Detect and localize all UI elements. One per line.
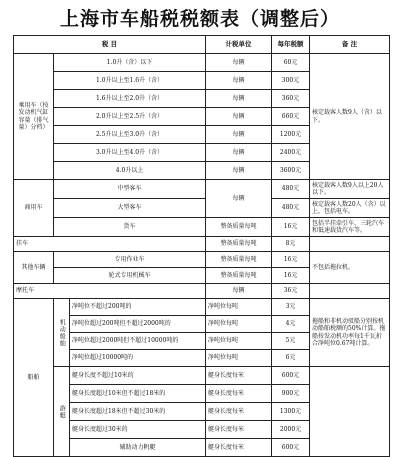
table-header-row [14,36,390,54]
row-label: 净吨位超过10000吨的 [70,350,206,367]
row-label: 轮式专用机械车 [54,268,206,284]
row-label: 1.6升以上至2.0升（含） [54,90,206,108]
row-label: 艇身长度超过30米的 [70,421,206,439]
header-amount: 每年税额 [272,36,310,54]
row-amount: 1200元 [272,126,310,144]
row-amount: 36元 [272,284,310,299]
table-row [14,237,390,252]
row-label: 2.5升以上至3.0升（含） [54,126,206,144]
row-label: 专用作业车 [54,252,206,268]
table-row [14,218,390,237]
row-unit: 艇身长度每米 [206,367,272,385]
row-unit: 整备质量每吨 [206,268,272,284]
row-unit: 整备质量每吨 [206,252,272,268]
row-amount: 3元 [272,299,310,316]
row-label: 1.0升以上至1.6升（含） [54,72,206,90]
row-amount: 2000元 [272,421,310,439]
row-amount: 60元 [272,54,310,72]
yachts-note-empty [310,367,390,457]
row-amount: 2400元 [272,144,310,162]
row-unit: 艇身长度每米 [206,439,272,457]
table-row [14,299,390,316]
table-row [14,54,390,72]
row-unit: 整备质量每吨 [206,237,272,252]
motor-vessels-note: 拖船和非机动驳船分别按机动船舶税额的50%计算。拖船按发动机功率每1千瓦折合净吨位0.67吨计算。 [310,299,390,367]
motor-vessels-label: 机动船舶 [58,318,66,347]
category-commercial: 商用车 [14,180,54,237]
row-label: 净吨位超过2000吨但不超过10000吨的 [70,333,206,350]
passenger-note: 核定载客人数9人（含）以下。 [310,54,390,180]
table-row [14,252,390,268]
row-label: 3.0升以上至4.0升（含） [54,144,206,162]
row-label: 辅助动力帆艇 [70,439,206,457]
category-motorcycle: 摩托车 [14,284,206,299]
row-amount: 300元 [272,72,310,90]
row-amount: 600元 [272,439,310,457]
yachts-label: 游艇 [58,404,66,419]
header-unit: 计税单位 [206,36,272,54]
row-unit: 每辆 [206,162,272,180]
row-unit: 艇身长度每米 [206,385,272,403]
row-amount: 8元 [272,237,310,252]
row-unit: 净吨位每吨 [206,316,272,333]
row-label: 净吨位不超过200吨的 [70,299,206,316]
table-row [14,180,390,199]
row-amount: 16元 [272,252,310,268]
row-unit: 每辆 [206,284,272,299]
row-amount: 16元 [272,218,310,237]
row-amount: 1300元 [272,403,310,421]
row-amount: 660元 [272,108,310,126]
row-label: 2.0升以上至2.5升（含） [54,108,206,126]
subcategory-yachts [54,367,70,457]
row-note: 核定载客人数20人（含）以上，包括电车。 [310,199,390,218]
row-unit: 整备质量每吨 [206,218,272,237]
page-title: 上海市车船税税额表（调整后） [59,8,340,30]
subcategory-motor-vessels [54,299,70,367]
row-unit: 净吨位每吨 [206,333,272,350]
row-amount: 600元 [272,367,310,385]
row-unit: 艇身长度每米 [206,403,272,421]
category-other: 其他车辆 [14,252,54,284]
row-label: 艇身长度超过10米但不超过18米的 [70,385,206,403]
other-note: 不包括拖拉机。 [310,252,390,284]
header-item: 税 目 [14,36,206,54]
category-passenger: 乘用车（按发动机气缸容量（排气量）分档） [14,54,54,180]
row-note-empty [310,284,390,299]
row-amount: 900元 [272,385,310,403]
row-label: 大型客车 [54,199,206,218]
table-row [14,199,390,218]
row-unit: 净吨位每吨 [206,299,272,316]
row-label: 1.0升（含）以下 [54,54,206,72]
category-vessels: 船舶 [14,299,54,457]
tax-table [13,35,390,457]
row-label: 艇身长度超过18米但不超过30米的 [70,403,206,421]
row-unit: 每辆 [206,108,272,126]
row-unit: 每辆 [206,180,272,218]
row-note: 核定载客人数9人以上20人以下。 [310,180,390,199]
row-unit: 每辆 [206,54,272,72]
row-label: 货车 [54,218,206,237]
row-amount: 480元 [272,180,310,199]
row-unit: 每辆 [206,144,272,162]
header-notes: 备 注 [310,36,390,54]
row-amount: 6元 [272,350,310,367]
category-trailer: 挂车 [14,237,206,252]
row-note-empty [310,237,390,252]
row-label: 艇身长度不超过10米的 [70,367,206,385]
row-unit: 净吨位每吨 [206,350,272,367]
row-unit: 每辆 [206,126,272,144]
row-amount: 3600元 [272,162,310,180]
row-unit: 艇身长度每米 [206,421,272,439]
table-row [14,367,390,385]
row-note: 包括半挂牵引车、三轮汽车和低速载货汽车等。 [310,218,390,237]
row-amount: 360元 [272,90,310,108]
table-row [14,284,390,299]
row-amount: 4元 [272,316,310,333]
row-unit: 每辆 [206,90,272,108]
row-amount: 5元 [272,333,310,350]
row-label: 中型客车 [54,180,206,199]
row-unit: 每辆 [206,72,272,90]
row-label: 4.0升以上 [54,162,206,180]
row-amount: 480元 [272,199,310,218]
row-label: 净吨位超过200吨但不超过2000吨的 [70,316,206,333]
row-amount: 16元 [272,268,310,284]
